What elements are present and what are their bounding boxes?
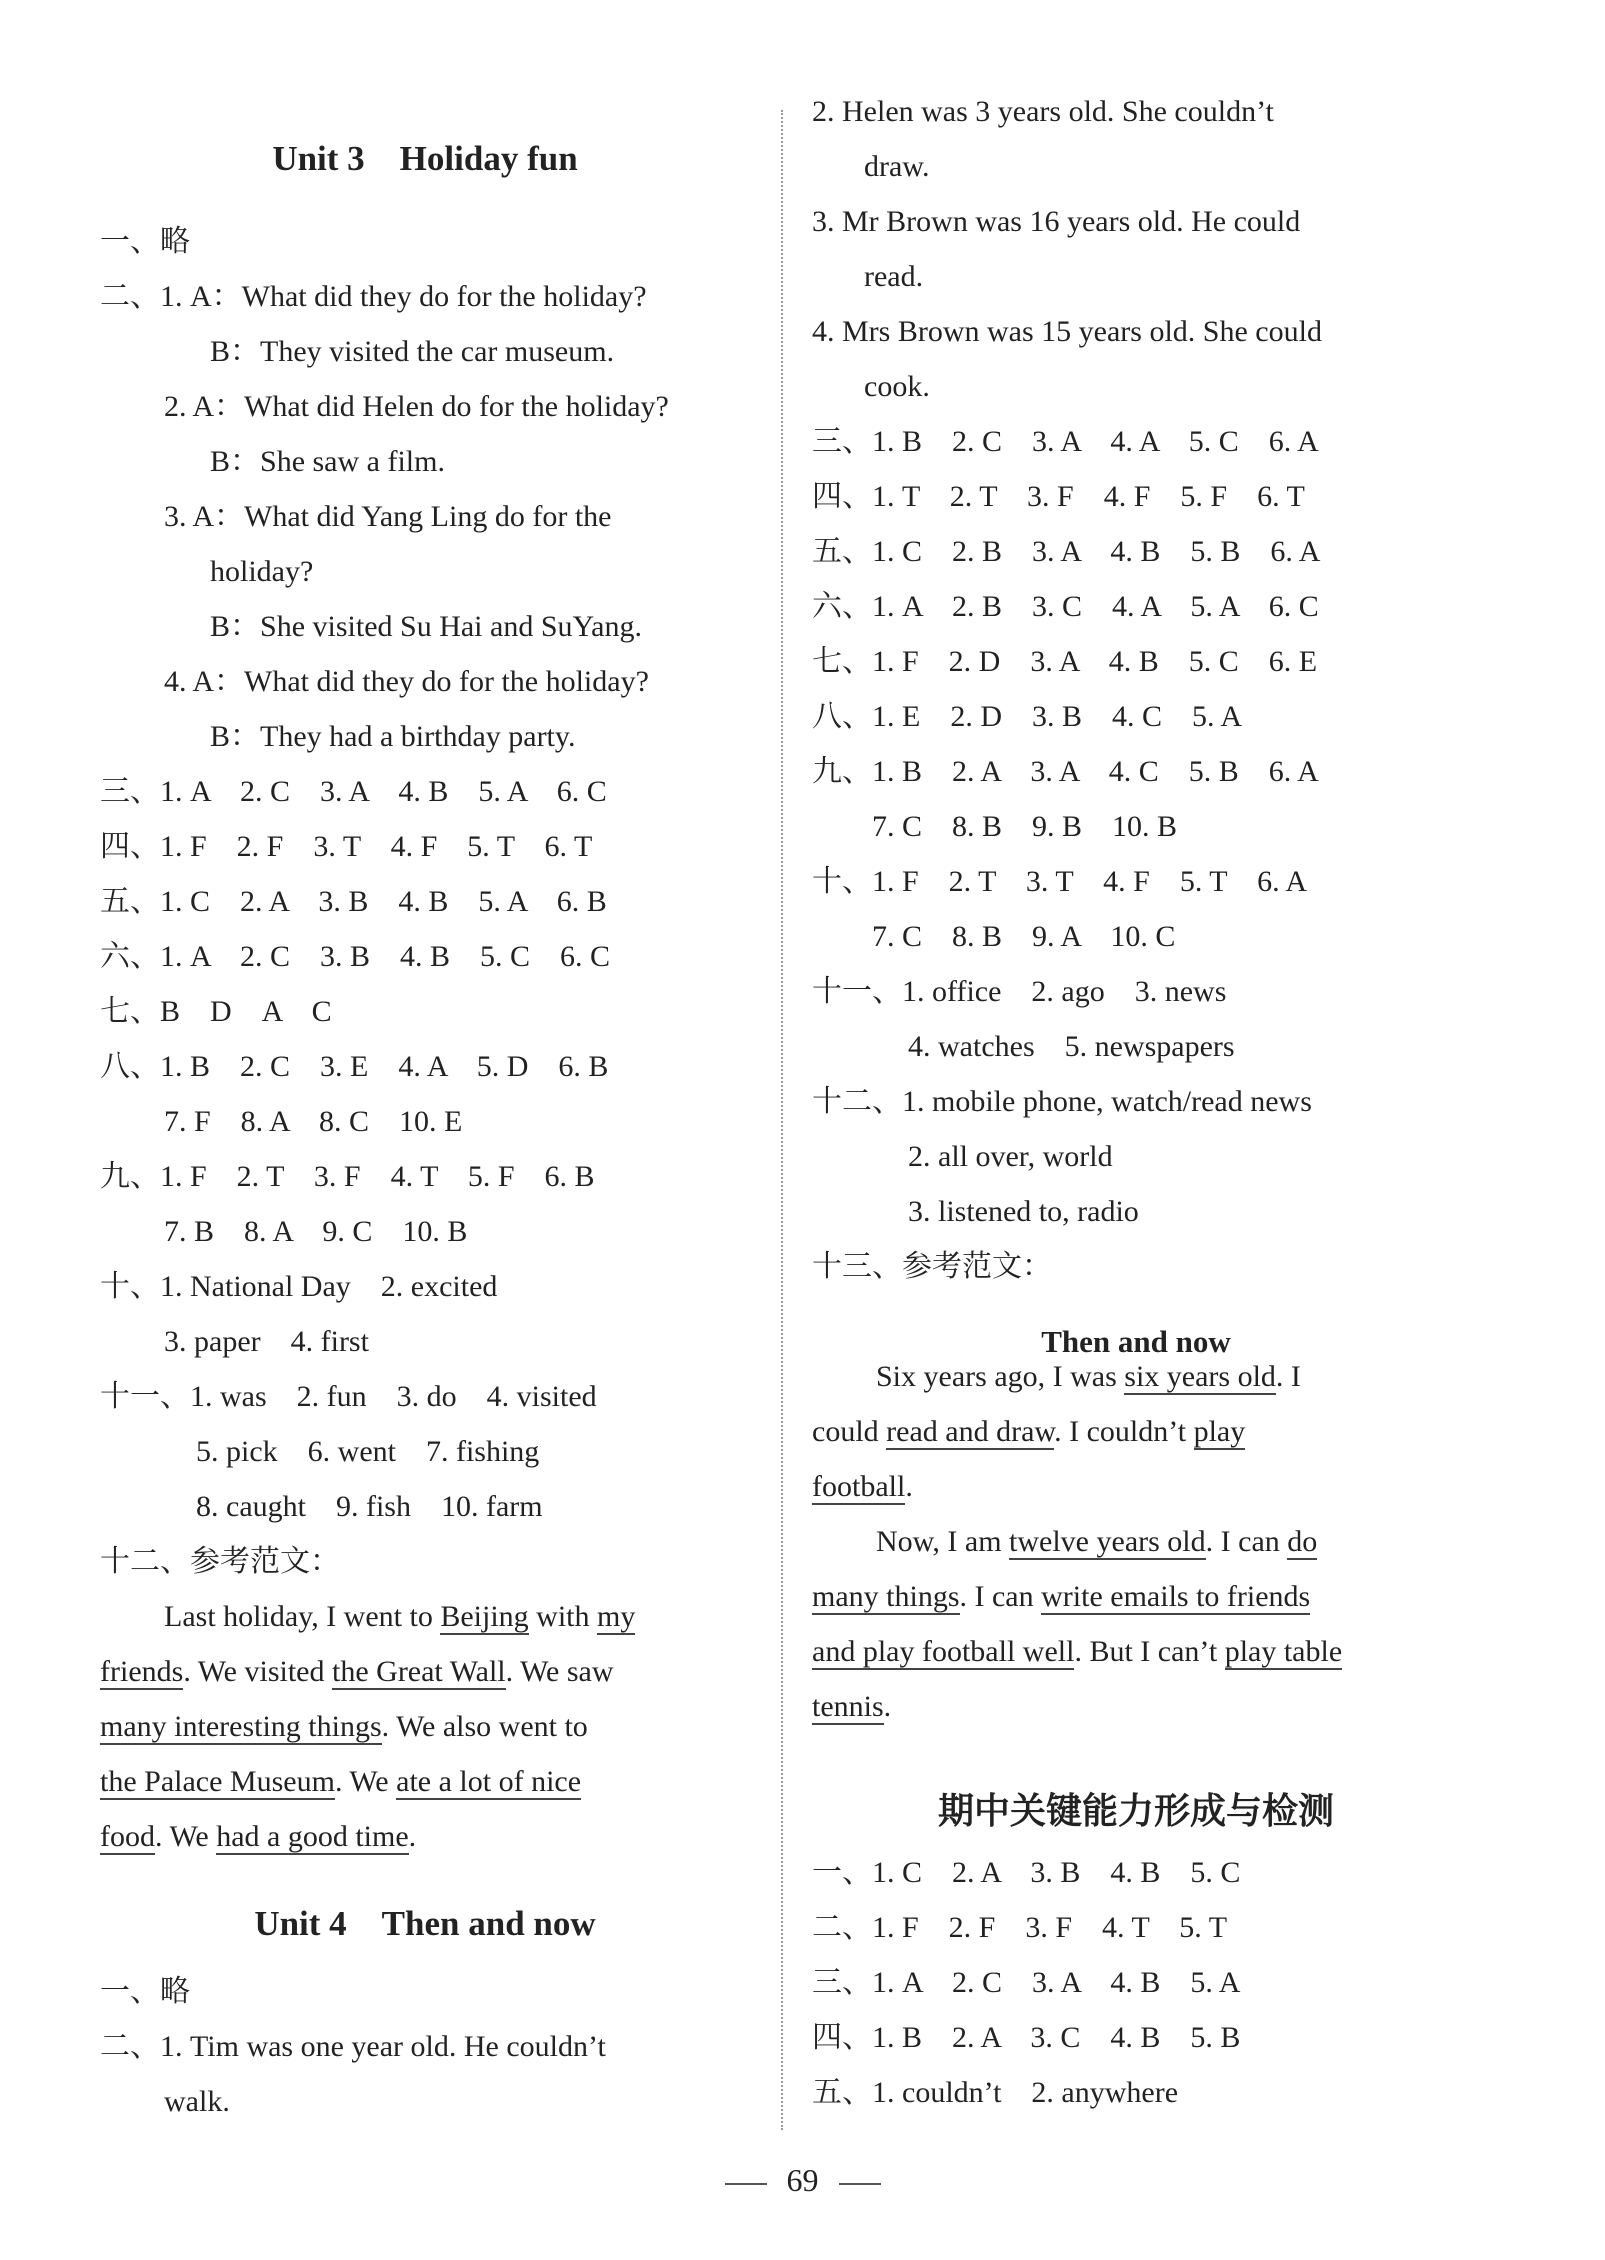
answer-line: B：They had a birthday party. <box>210 720 576 753</box>
answer-line: 7. C 8. B 9. B 10. B <box>872 810 1178 843</box>
answer-line: 4. Mrs Brown was 15 years old. She could <box>812 315 1322 348</box>
essay-text: . We saw <box>505 1655 614 1688</box>
essay-filled-phrase: many things <box>812 1580 960 1613</box>
essay-line <box>100 1707 588 1747</box>
answer-line: 三、1. B 2. C 3. A 4. A 5. C 6. A <box>812 425 1319 458</box>
answer-line: 六、1. A 2. C 3. B 4. B 5. C 6. C <box>100 940 611 973</box>
essay-text: . We visited <box>183 1655 332 1688</box>
essay-text: . <box>883 1690 892 1723</box>
answer-line: 4. watches 5. newspapers <box>908 1030 1235 1063</box>
essay-line <box>812 1632 1342 1672</box>
answer-line: 三、1. A 2. C 3. A 4. B 5. A <box>812 1966 1241 1999</box>
essay-filled-phrase: football <box>812 1470 906 1503</box>
answer-line: 8. caught 9. fish 10. farm <box>196 1490 543 1523</box>
answer-line: 2. Helen was 3 years old. She couldn’t <box>812 95 1274 128</box>
essay-line <box>812 1577 1310 1617</box>
unit3-title: Unit 3 Holiday fun <box>272 139 578 178</box>
answer-line: 十二、1. mobile phone, watch/read news <box>812 1085 1312 1118</box>
answer-line: 一、略 <box>100 1975 190 2008</box>
answer-line: read. <box>864 260 924 293</box>
answer-line: 四、1. T 2. T 3. F 4. F 5. F 6. T <box>812 480 1305 513</box>
essay-filled-phrase: and play football well <box>812 1635 1075 1668</box>
essay-text: . But I can’t <box>1074 1635 1225 1668</box>
essay-filled-phrase: had a good time <box>216 1820 409 1853</box>
answer-line: 九、1. F 2. T 3. F 4. T 5. F 6. B <box>100 1160 595 1193</box>
essay-text: . I can <box>1205 1525 1288 1558</box>
essay-filled-phrase: my <box>597 1600 636 1633</box>
answer-line: 五、1. C 2. B 3. A 4. B 5. B 6. A <box>812 535 1321 568</box>
answer-line: 五、1. C 2. A 3. B 4. B 5. A 6. B <box>100 885 607 918</box>
answer-line: 二、1. F 2. F 3. F 4. T 5. T <box>812 1911 1228 1944</box>
answer-line: 十一、1. was 2. fun 3. do 4. visited <box>100 1380 597 1413</box>
answer-line: 七、1. F 2. D 3. A 4. B 5. C 6. E <box>812 645 1318 678</box>
essay-filled-phrase: play table <box>1224 1635 1343 1668</box>
answer-line: B：She saw a film. <box>210 445 445 478</box>
answer-line: 五、1. couldn’t 2. anywhere <box>812 2076 1179 2109</box>
essay-filled-phrase: six years old <box>1124 1360 1276 1393</box>
answer-line: 7. F 8. A 8. C 10. E <box>164 1105 463 1138</box>
answer-line: 一、1. C 2. A 3. B 4. B 5. C <box>812 1856 1241 1889</box>
essay-text: . <box>905 1470 913 1503</box>
essay-filled-phrase: write emails to friends <box>1041 1580 1311 1613</box>
answer-line: 4. A：What did they do for the holiday? <box>164 665 649 698</box>
answer-line: 5. pick 6. went 7. fishing <box>196 1435 540 1468</box>
answer-line: B：They visited the car museum. <box>210 335 615 368</box>
essay-filled-phrase: friends <box>100 1655 184 1688</box>
page-number-footer <box>0 2160 1605 2200</box>
answer-line: draw. <box>864 150 930 183</box>
answer-line: 三、1. A 2. C 3. A 4. B 5. A 6. C <box>100 775 607 808</box>
essay-text: Six years ago, I was <box>876 1360 1125 1393</box>
essay-line <box>876 1357 1301 1397</box>
essay-filled-phrase: read and draw <box>886 1415 1055 1448</box>
essay-text: . I <box>1275 1360 1301 1393</box>
answer-line: cook. <box>864 370 930 403</box>
answer-line: 7. B 8. A 9. C 10. B <box>164 1215 468 1248</box>
unit4-title: Unit 4 Then and now <box>254 1904 596 1943</box>
page-number: 69 <box>786 2162 819 2198</box>
answer-line: 二、1. A：What did they do for the holiday? <box>100 280 647 313</box>
answer-line: 二、1. Tim was one year old. He couldn’t <box>100 2030 606 2063</box>
midterm-title: 期中关键能力形成与检测 <box>937 1791 1334 1832</box>
answer-line: holiday? <box>210 555 314 588</box>
answer-line: 八、1. E 2. D 3. B 4. C 5. A <box>812 700 1243 733</box>
answer-line: 十一、1. office 2. ago 3. news <box>812 975 1227 1008</box>
essay-text: . We also went to <box>381 1710 588 1743</box>
answer-line: 六、1. A 2. B 3. C 4. A 5. A 6. C <box>812 590 1319 623</box>
essay-text: . <box>408 1820 417 1853</box>
answer-line: 九、1. B 2. A 3. A 4. C 5. B 6. A <box>812 755 1319 788</box>
essay-text: Now, I am <box>876 1525 1010 1558</box>
footer-dash-right <box>839 2183 881 2185</box>
answer-line: 2. all over, world <box>908 1140 1113 1173</box>
essay-filled-phrase: food <box>100 1820 155 1853</box>
answer-line: 十三、参考范文： <box>812 1250 1052 1283</box>
essay-text: . I can <box>959 1580 1042 1613</box>
essay-filled-phrase: do <box>1287 1525 1318 1558</box>
essay-text: . We <box>155 1820 217 1853</box>
answer-line: B：She visited Su Hai and SuYang. <box>210 610 642 643</box>
answer-line: 四、1. B 2. A 3. C 4. B 5. B <box>812 2021 1241 2054</box>
answer-line: 四、1. F 2. F 3. T 4. F 5. T 6. T <box>100 830 593 863</box>
essay-line <box>100 1762 581 1802</box>
answer-line: 七、B D A C <box>100 995 332 1028</box>
essay-line <box>100 1652 613 1692</box>
answer-line: 3. A：What did Yang Ling do for the <box>164 500 612 533</box>
essay-line <box>164 1597 635 1637</box>
answer-line: 2. A：What did Helen do for the holiday? <box>164 390 669 423</box>
essay-filled-phrase: many interesting things <box>100 1710 382 1743</box>
answer-line: 7. C 8. B 9. A 10. C <box>872 920 1176 953</box>
answer-line: 八、1. B 2. C 3. E 4. A 5. D 6. B <box>100 1050 609 1083</box>
essay-line <box>812 1687 891 1727</box>
essay-filled-phrase: tennis <box>812 1690 884 1723</box>
essay-filled-phrase: ate a lot of nice <box>396 1765 582 1798</box>
essay-line <box>100 1817 416 1857</box>
column-divider <box>781 110 783 2130</box>
essay-filled-phrase: twelve years old <box>1009 1525 1206 1558</box>
essay-text: Last holiday, I went to <box>164 1600 441 1633</box>
answer-line: 十、1. F 2. T 3. T 4. F 5. T 6. A <box>812 865 1308 898</box>
essay-filled-phrase: Beijing <box>440 1600 529 1633</box>
essay-line <box>812 1412 1245 1452</box>
answer-line: 一、略 <box>100 225 190 258</box>
essay-line <box>876 1522 1317 1562</box>
essay-text: . I couldn’t <box>1054 1415 1194 1448</box>
answer-line: walk. <box>164 2085 230 2118</box>
essay-filled-phrase: the Great Wall <box>332 1655 506 1688</box>
footer-dash-left <box>725 2183 767 2185</box>
essay-line <box>812 1467 913 1507</box>
essay-filled-phrase: the Palace Museum <box>100 1765 335 1798</box>
answer-line: 十二、参考范文： <box>100 1545 340 1578</box>
essay-text: . We <box>334 1765 397 1798</box>
essay-text: could <box>812 1415 887 1448</box>
answer-line: 十、1. National Day 2. excited <box>100 1270 498 1303</box>
essay-filled-phrase: play <box>1193 1415 1246 1448</box>
essay-title: Then and now <box>1041 1324 1231 1359</box>
essay-text: with <box>528 1600 598 1633</box>
answer-line: 3. paper 4. first <box>164 1325 369 1358</box>
answer-line: 3. Mr Brown was 16 years old. He could <box>812 205 1301 238</box>
answer-line: 3. listened to, radio <box>908 1195 1139 1228</box>
